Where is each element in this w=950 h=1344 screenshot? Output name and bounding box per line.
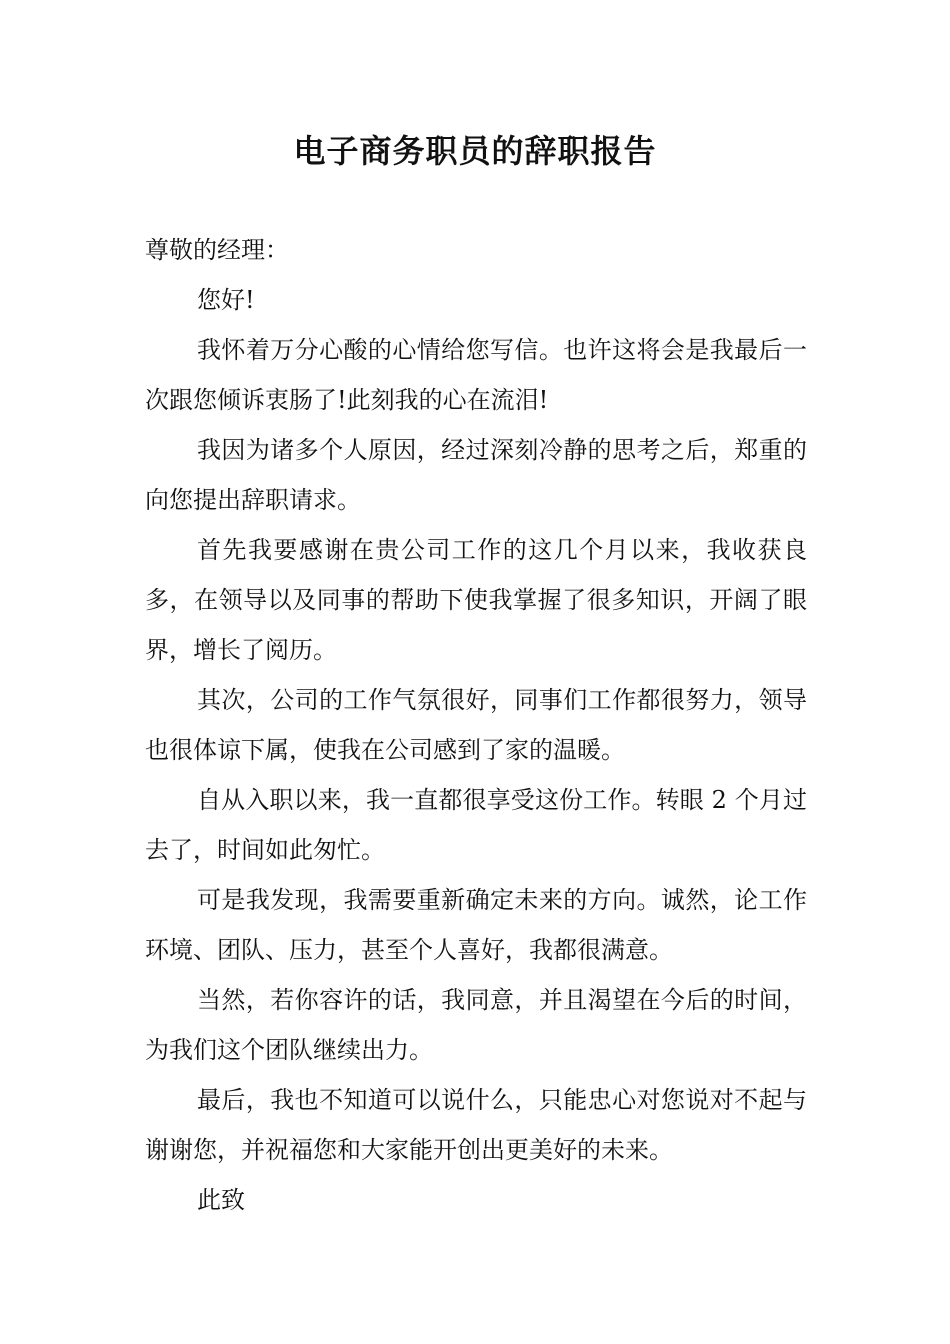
body-paragraph: 其次，公司的工作气氛很好，同事们工作都很努力，领导也很体谅下属，使我在公司感到了家的温暖。 bbox=[145, 686, 807, 764]
salutation: 尊敬的经理： bbox=[145, 236, 289, 264]
body-paragraph: 自从入职以来，我一直都很享受这份工作。转眼 2 个月过去了，时间如此匆忙。 bbox=[145, 786, 807, 864]
body-paragraph: 可是我发现，我需要重新确定未来的方向。诚然，论工作环境、团队、压力，甚至个人喜好，我都很满意。 bbox=[145, 886, 807, 964]
body-paragraph: 我怀着万分心酸的心情给您写信。也许这将会是我最后一次跟您倾诉衷肠了!此刻我的心在流泪! bbox=[145, 336, 807, 414]
closing-phrase: 此致 bbox=[197, 1186, 245, 1214]
greeting-paragraph: 您好! bbox=[197, 286, 255, 314]
body-paragraph: 首先我要感谢在贵公司工作的这几个月以来，我收获良多，在领导以及同事的帮助下使我掌握了很多知识，开阔了眼界，增长了阅历。 bbox=[145, 536, 807, 664]
document-title: 电子商务职员的辞职报告 bbox=[293, 132, 657, 170]
body-paragraph: 我因为诸多个人原因，经过深刻冷静的思考之后，郑重的向您提出辞职请求。 bbox=[145, 436, 807, 514]
body-paragraph: 当然，若你容许的话，我同意，并且渴望在今后的时间，为我们这个团队继续出力。 bbox=[145, 986, 807, 1064]
letter-body bbox=[145, 225, 807, 1225]
body-paragraph: 最后，我也不知道可以说什么，只能忠心对您说对不起与谢谢您，并祝福您和大家能开创出更美好的未来。 bbox=[145, 1086, 807, 1164]
